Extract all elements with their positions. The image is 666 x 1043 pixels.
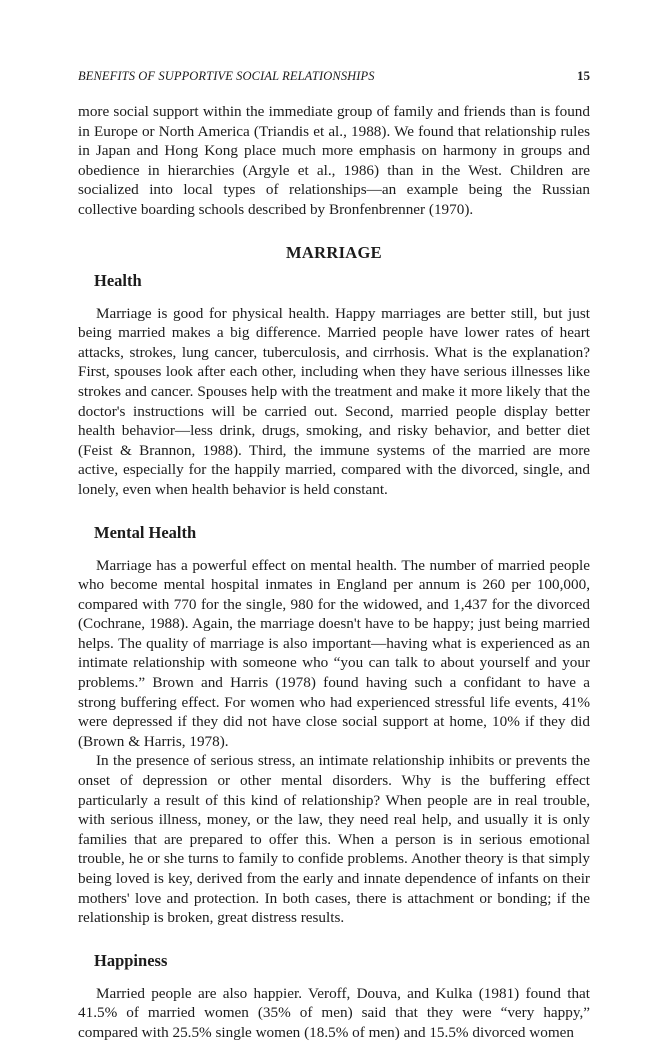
running-title: BENEFITS OF SUPPORTIVE SOCIAL RELATIONSHIPS: [78, 69, 375, 83]
health-paragraph: Marriage is good for physical health. Happy marriages are better still, but just being married makes a big difference. Married people have lower rates of heart attacks, strokes, lung cancer, tuberculosis, and cirrhosis. What is the explanation? First, spouses look after each other, including when they have serious illnesses like strokes and cancer. Spouses help with the treatment and make it more likely that the doctor's instructions will be carried out. Second, married people display better health behavior—less drink, drugs, smoking, and risky behavior, and better diet (Feist & Brannon, 1988). Third, the immune systems of the married are more active, especially for the happily married, compared with the divorced, single, and lonely, even when health behavior is held constant.: [78, 304, 590, 498]
health-heading: Health: [94, 270, 142, 290]
mental-health-paragraph-2: In the presence of serious stress, an intimate relationship inhibits or prevents the onset of depression or other mental disorders. Why is the buffering effect particularly a result of this kind of relationship? When people are in real trouble, with serious illness, money, or the law, they need real help, and usually it is only families that are prepared to offer this. When a person is in serious emotional trouble, he or she turns to family to confide problems. Another theory is that simply being loved is key, derived from the early and innate dependence of infants on their mothers' love and protection. In both cases, there is attachment or bonding; if the relationship is broken, great distress results.: [78, 752, 590, 927]
page-number: 15: [577, 68, 590, 83]
running-header: [78, 68, 590, 84]
book-page: [78, 68, 590, 1043]
happiness-heading: Happiness: [94, 950, 168, 970]
section-title: MARRIAGE: [286, 242, 382, 262]
mental-health-heading: Mental Health: [94, 522, 197, 542]
intro-paragraph: more social support within the immediate group of family and friends than is found in Europe or North America (Triandis et al., 1988). We found that relationship rules in Japan and Hong Kong place much more emphasis on harmony in groups and obedience in hierarchies (Argyle et al., 1986) than in the West. Children are socialized into local types of relationships—an example being the Russian collective boarding schools described by Bronfenbrenner (1970).: [78, 103, 590, 218]
happiness-paragraph: Married people are also happier. Veroff, Douva, and Kulka (1981) found that 41.5% of married women (35% of men) said that they were “very happy,” compared with 25.5% single women (18.5% of men) and 15.5% divorced women: [78, 984, 590, 1041]
mental-health-paragraph-1: Marriage has a powerful effect on mental health. The number of married people who become mental hospital inmates in England per annum is 260 per 100,000, compared with 770 for the single, 980 for the widowed, and 1,437 for the divorced (Cochrane, 1988). Again, the marriage doesn't have to be happy; just being married helps. The quality of marriage is also important—having what is experienced as an intimate relationship with someone who “you can talk to about yourself and your problems.” Brown and Harris (1978) found having such a confidant to have a strong buffering effect. For women who had experienced stressful life events, 41% were depressed if they did not have close social support at home, 10% if they did (Brown & Harris, 1978).: [78, 556, 590, 750]
